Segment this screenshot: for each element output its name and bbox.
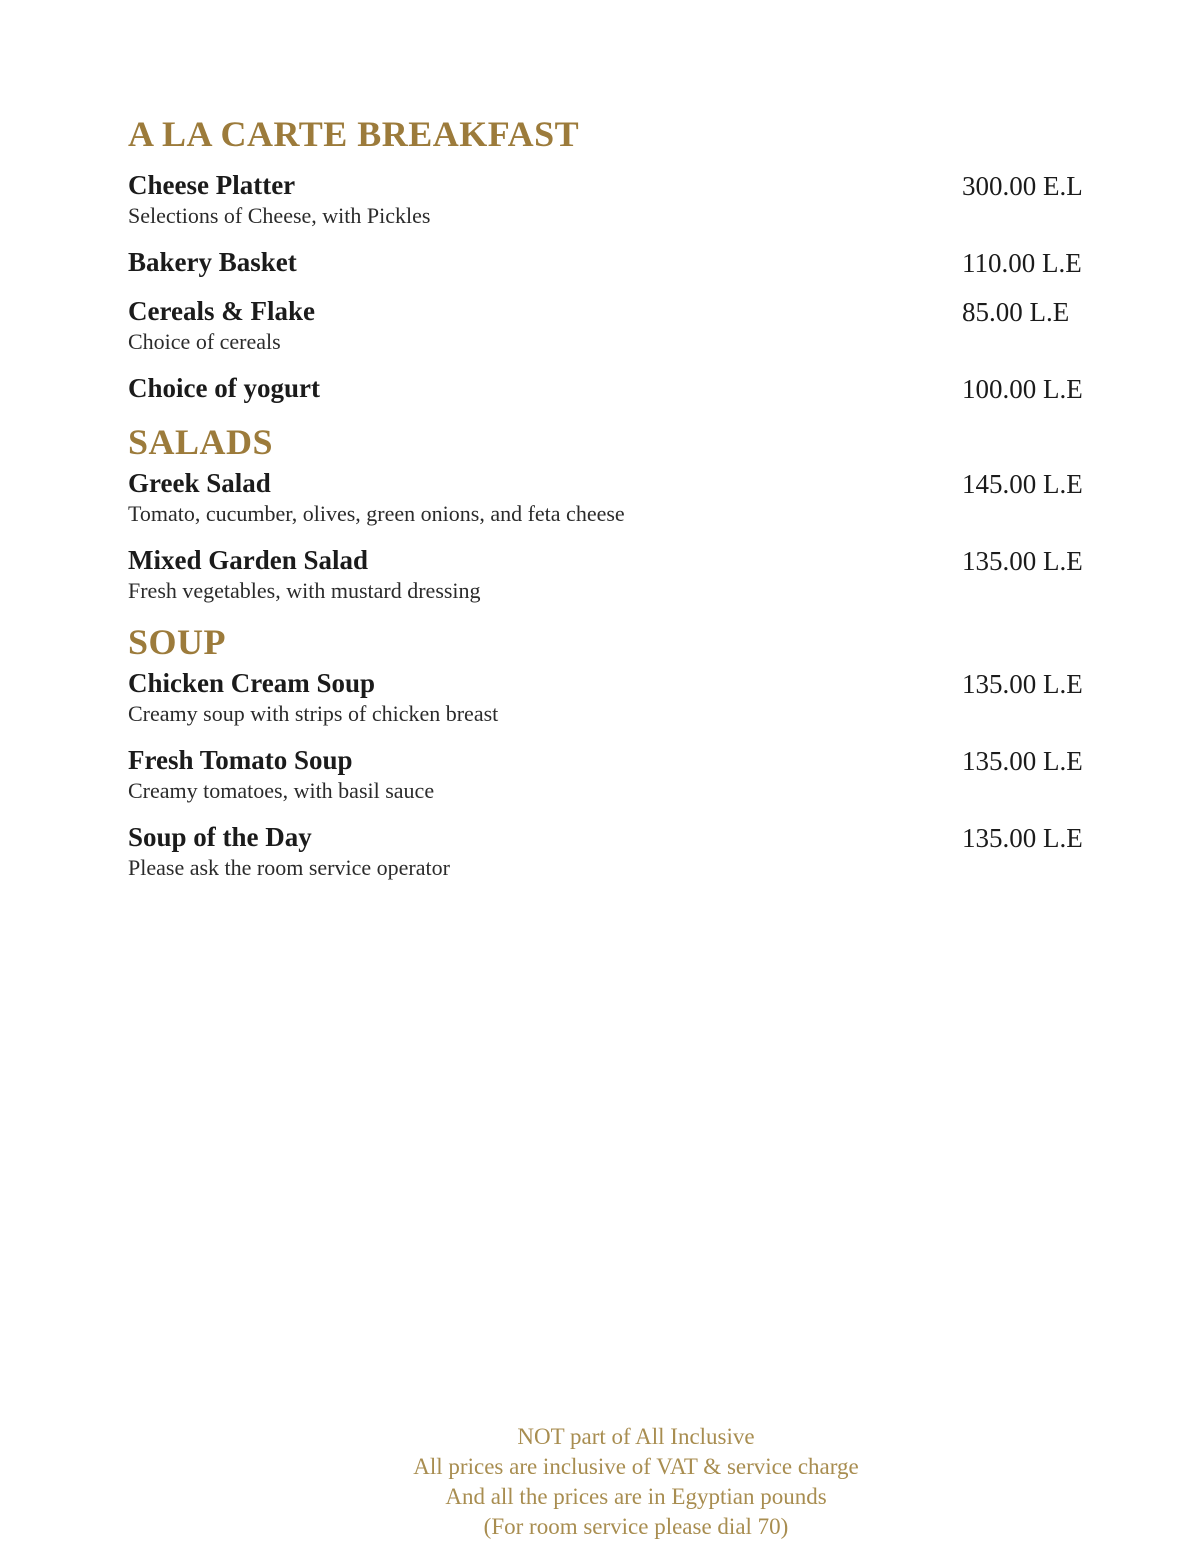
footer-line-currency: And all the prices are in Egyptian pounds xyxy=(445,1484,827,1509)
item-price: 300.00 E.L xyxy=(962,171,1083,201)
menu-content xyxy=(128,112,1082,897)
page-title: A LA CARTE BREAKFAST xyxy=(128,114,580,154)
menu-item xyxy=(128,543,1082,605)
footer-line-room-service: (For room service please dial 70) xyxy=(483,1514,789,1539)
section-breakfast xyxy=(128,112,1082,405)
menu-item xyxy=(128,371,1082,405)
item-description: Fresh vegetables, with mustard dressing xyxy=(128,578,481,603)
item-name: Soup of the Day xyxy=(128,822,312,852)
item-name: Mixed Garden Salad xyxy=(128,545,369,575)
menu-item xyxy=(128,245,1082,279)
item-price: 110.00 L.E xyxy=(962,248,1082,278)
footer-note xyxy=(72,1422,1200,1542)
menu-item xyxy=(128,666,1082,728)
item-description: Please ask the room service operator xyxy=(128,855,450,880)
item-price: 135.00 L.E xyxy=(962,669,1083,699)
item-price: 135.00 L.E xyxy=(962,823,1083,853)
item-price: 135.00 L.E xyxy=(962,546,1083,576)
item-price: 85.00 L.E xyxy=(962,297,1070,327)
item-description: Creamy soup with strips of chicken breast xyxy=(128,701,499,726)
section-header: SALADS xyxy=(128,422,274,462)
menu-item xyxy=(128,168,1082,230)
item-description: Choice of cereals xyxy=(128,329,281,354)
footer-line-all-inclusive: NOT part of All Inclusive xyxy=(517,1424,755,1449)
item-description: Creamy tomatoes, with basil sauce xyxy=(128,778,435,803)
item-name: Cheese Platter xyxy=(128,170,296,200)
section-salads xyxy=(128,420,1082,605)
item-description: Tomato, cucumber, olives, green onions, and feta cheese xyxy=(128,501,625,526)
item-name: Choice of yogurt xyxy=(128,373,320,403)
menu-item xyxy=(128,820,1082,882)
footer-line-vat: All prices are inclusive of VAT & service charge xyxy=(413,1454,859,1479)
menu-item xyxy=(128,743,1082,805)
item-price: 135.00 L.E xyxy=(962,746,1083,776)
section-header: SOUP xyxy=(128,622,227,662)
item-name: Fresh Tomato Soup xyxy=(128,745,353,775)
menu-item xyxy=(128,466,1082,528)
section-soup xyxy=(128,620,1082,882)
item-name: Greek Salad xyxy=(128,468,271,498)
item-price: 100.00 L.E xyxy=(962,374,1083,404)
item-description: Selections of Cheese, with Pickles xyxy=(128,203,431,228)
item-name: Cereals & Flake xyxy=(128,296,315,326)
menu-item xyxy=(128,294,1082,356)
item-name: Chicken Cream Soup xyxy=(128,668,376,698)
item-name: Bakery Basket xyxy=(128,247,297,277)
item-price: 145.00 L.E xyxy=(962,469,1083,499)
